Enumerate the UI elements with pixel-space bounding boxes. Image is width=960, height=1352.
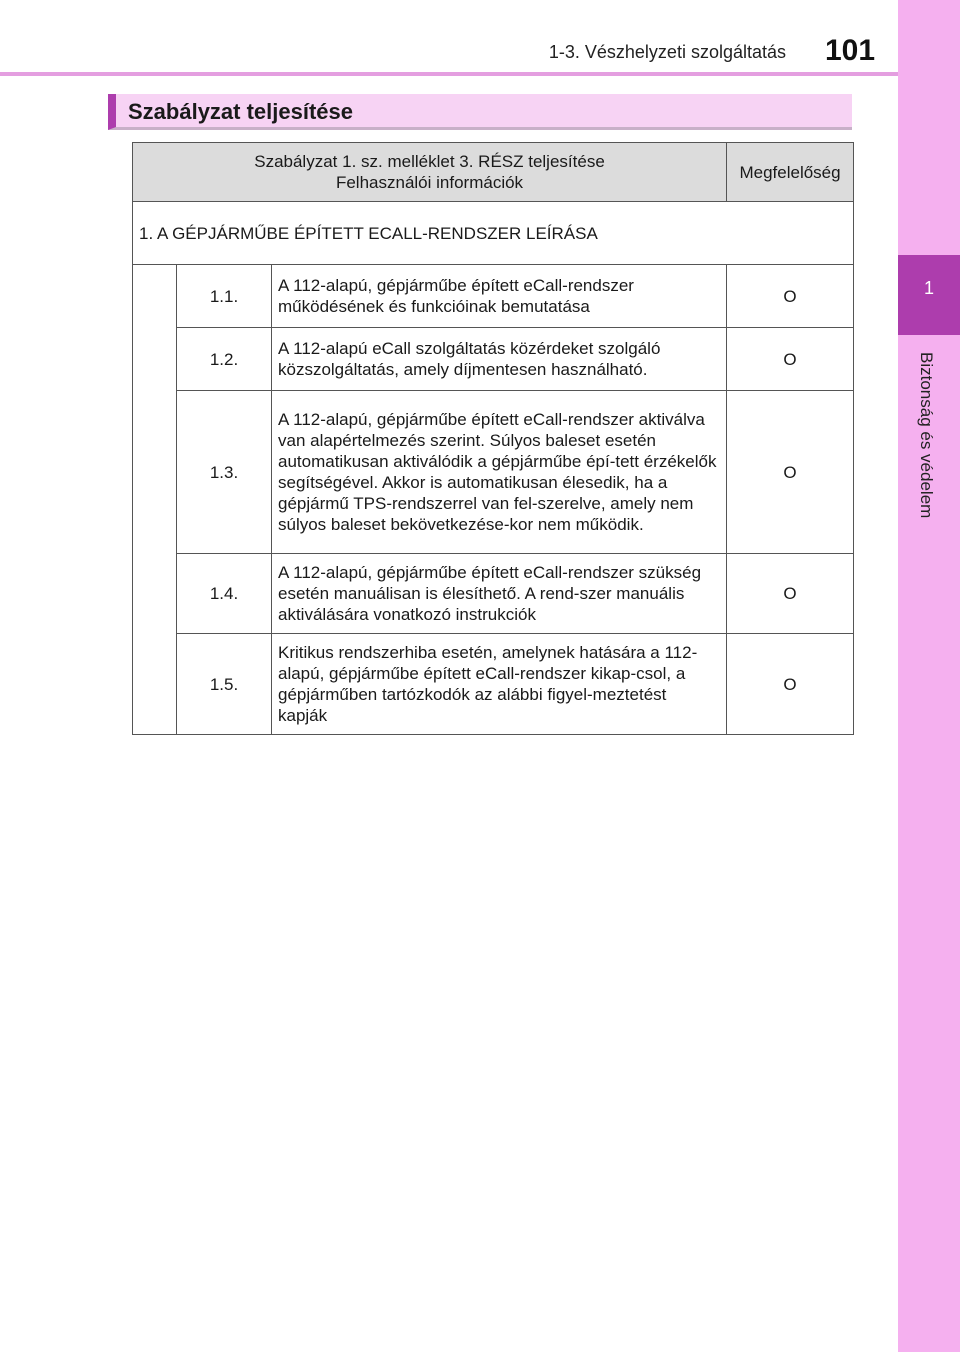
table-row	[133, 391, 854, 554]
running-header-section: 1-3. Vészhelyzeti szolgáltatás	[548, 42, 786, 62]
row-compliance: O	[727, 328, 854, 391]
side-tab	[898, 0, 960, 1352]
indent-cell	[133, 265, 177, 735]
header-requirement	[133, 143, 727, 202]
table-main-row	[133, 202, 854, 265]
section-heading	[108, 94, 852, 130]
row-number: 1.3.	[177, 391, 272, 554]
row-number: 1.1.	[177, 265, 272, 328]
table-row	[133, 554, 854, 634]
row-number: 1.4.	[177, 554, 272, 634]
table-row	[133, 265, 854, 328]
row-compliance: O	[727, 554, 854, 634]
row-compliance: O	[727, 391, 854, 554]
row-text: A 112-alapú, gépjárműbe épített eCall-rendszer aktiválva van alapértelmezés szerint. Súlyos baleset esetén automatikusan aktiválódik a gépjárműbe épí-tett érzékelők segítségével. Akkor is automatikusan élesedik, ha a gépjármű TPS-rendszerrel van fel-szerelve, amely nem súlyos baleset bekövetkezése-kor nem működik.	[272, 391, 727, 554]
header-compliance: Megfelelőség	[727, 143, 854, 202]
header-requirement-line2: Felhasználói információk	[335, 173, 524, 192]
row-compliance: O	[727, 634, 854, 735]
row-compliance: O	[727, 265, 854, 328]
section-heading-text: Szabályzat teljesítése	[128, 99, 354, 124]
header-requirement-line1: Szabályzat 1. sz. melléklet 3. RÉSZ teljesítése	[254, 152, 605, 171]
row-text: Kritikus rendszerhiba esetén, amelynek hatására a 112-alapú, gépjárműbe épített eCall-rendszer kikap-csol, a gépjárműben tartózkodók az alábbi figyel-meztetést kapják	[272, 634, 727, 735]
table-header-row	[133, 143, 854, 202]
side-tab-chapter-number: 1	[923, 278, 934, 298]
side-tab-chapter-label: Biztonság és védelem	[917, 352, 936, 519]
main-row-title: 1. A GÉPJÁRMŰBE ÉPÍTETT ECALL-RENDSZER LEÍRÁSA	[133, 202, 854, 265]
table-row	[133, 328, 854, 391]
header-divider	[0, 72, 898, 76]
row-text: A 112-alapú, gépjárműbe épített eCall-rendszer szükség esetén manuálisan is élesíthető. A rend-szer manuális aktiválására vonatkozó instrukciók	[272, 554, 727, 634]
row-text: A 112-alapú eCall szolgáltatás közérdeket szolgáló közszolgáltatás, amely díjmentesen használható.	[272, 328, 727, 391]
row-number: 1.5.	[177, 634, 272, 735]
compliance-table	[132, 142, 854, 735]
row-text: A 112-alapú, gépjárműbe épített eCall-rendszer működésének és funkcióinak bemutatása	[272, 265, 727, 328]
row-number: 1.2.	[177, 328, 272, 391]
table-row	[133, 634, 854, 735]
page-number: 101	[824, 34, 876, 67]
